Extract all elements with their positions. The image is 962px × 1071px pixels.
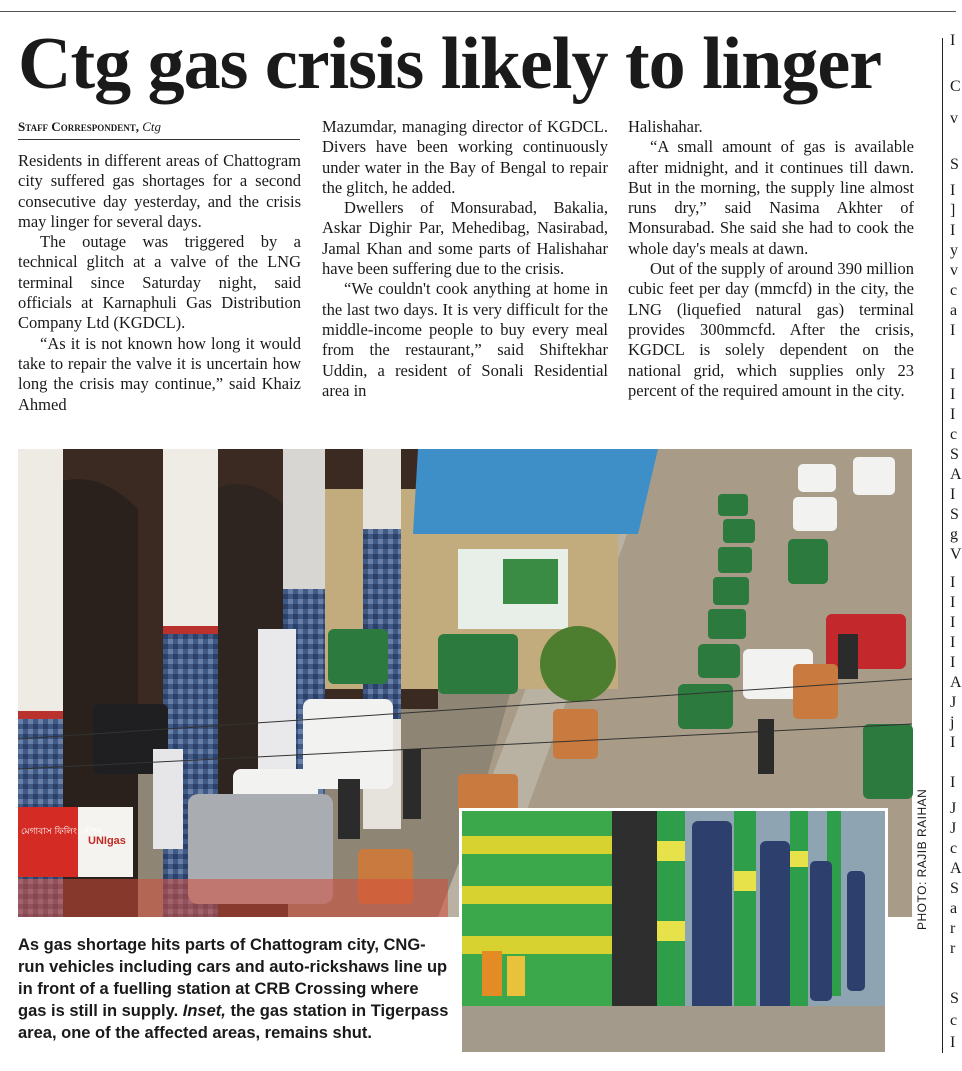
closed-gas-station-image <box>462 811 885 1052</box>
adjacent-letter: I <box>950 486 956 503</box>
column-divider <box>942 38 943 1053</box>
adjacent-letter: I <box>950 614 956 631</box>
caption-part-2: the gas station in Tigerpass area, one of the affected areas, remains shut. <box>18 1002 449 1042</box>
paragraph: Halishahar. <box>628 117 703 136</box>
adjacent-letter: I <box>950 322 956 339</box>
photo-caption <box>18 934 450 1044</box>
adjacent-letter: J <box>950 694 957 711</box>
byline <box>18 119 300 140</box>
inset-photo <box>459 808 888 1055</box>
adjacent-letter: I <box>950 1034 956 1051</box>
adjacent-letter: c <box>950 1012 958 1029</box>
adjacent-letter: J <box>950 820 957 837</box>
adjacent-letter: A <box>950 674 962 691</box>
photo-credit: PHOTO: RAJIB RAIHAN <box>915 788 929 930</box>
paragraph: Out of the supply of around 390 million cubic feet per day (mmcfd) in the city, the LNG (liquefied natural gas) terminal provides 300mmcfd. After the crisis, KGDCL is solely dependent on the national grid, which supplies only 23 percent of the required amount in the city. <box>628 259 914 400</box>
adjacent-letter: g <box>950 526 958 543</box>
adjacent-letter: S <box>950 446 959 463</box>
adjacent-letter: S <box>950 506 959 523</box>
article-column-1 <box>18 151 301 415</box>
paragraph: Dwellers of Monsurabad, Bakalia, Askar Dighir Par, Mehedibag, Nasirabad, Jamal Khan and some parts of Halishahar have been suffering due to the crisis. <box>322 198 608 279</box>
adjacent-letter: I <box>950 774 956 791</box>
byline-place: Ctg <box>142 119 162 134</box>
adjacent-letter: c <box>950 426 958 443</box>
adjacent-letter: A <box>950 860 962 877</box>
adjacent-letter: I <box>950 366 956 383</box>
headline: Ctg gas crisis likely to linger <box>18 23 882 105</box>
adjacent-letter: v <box>950 110 958 127</box>
adjacent-letter: a <box>950 900 958 917</box>
paragraph: “We couldn't cook anything at home in the last two days. It is very difficult for the middle-income people to buy every meal from the restaurant,” said Shiftekhar Uddin, a resident of Sonali Residential area in <box>322 279 608 400</box>
adjacent-letter: S <box>950 990 959 1007</box>
paragraph: “As it is not known how long it would take to repair the valve it is uncertain how long the crisis may continue,” said Khaiz Ahmed <box>18 333 301 414</box>
sign-uni-text: UNIgas <box>88 835 126 847</box>
article-column-2 <box>322 117 608 401</box>
article-column-3 <box>628 117 914 401</box>
paragraph: The outage was triggered by a technical glitch at a valve of the LNG terminal since Saturday night, said officials at Karnaphuli Gas Distribution Company Ltd (KGDCL). <box>18 232 301 333</box>
paragraph: Mazumdar, managing director of KGDCL. Divers have been working continuously under water in the Bay of Bengal to repair the glitch, he added. <box>322 117 608 197</box>
adjacent-letter: J <box>950 800 957 817</box>
adjacent-letter: I <box>950 32 956 49</box>
adjacent-letter: I <box>950 182 956 199</box>
adjacent-letter: I <box>950 594 956 611</box>
adjacent-letter: j <box>950 714 955 731</box>
adjacent-letter: I <box>950 406 956 423</box>
adjacent-letter: I <box>950 654 956 671</box>
caption-inset-word: Inset, <box>182 1002 226 1020</box>
sign-bangla-text: মেগাবাস ফিলিং স্টেশন <box>21 827 103 837</box>
adjacent-letter: r <box>950 920 956 937</box>
adjacent-letter: I <box>950 574 956 591</box>
adjacent-letter: V <box>950 546 962 563</box>
adjacent-letter: a <box>950 302 958 319</box>
adjacent-letter: I <box>950 734 956 751</box>
adjacent-letter: I <box>950 634 956 651</box>
adjacent-letter: y <box>950 242 958 259</box>
adjacent-letter: A <box>950 466 962 483</box>
adjacent-letter: C <box>950 78 961 95</box>
adjacent-letter: S <box>950 156 959 173</box>
adjacent-letter: ] <box>950 202 956 219</box>
adjacent-letter: I <box>950 222 956 239</box>
paragraph: Residents in different areas of Chattogram city suffered gas shortages for a second consecutive day yesterday, and the crisis may linger for several days. <box>18 151 301 231</box>
adjacent-letter: I <box>950 386 956 403</box>
top-rule <box>0 11 956 12</box>
adjacent-letter: S <box>950 880 959 897</box>
paragraph: “A small amount of gas is available after midnight, and it continues till dawn. But in the morning, the supply line almost runs dry,” said Nasima Akhter of Monsurabad. She said she had to cook the whole day's meals at dawn. <box>628 137 914 258</box>
adjacent-letter: r <box>950 940 956 957</box>
caption-part-1: As gas shortage hits parts of Chattogram city, CNG-run vehicles including cars and auto-rickshaws line up in front of a fuelling station at CRB Crossing where gas is still in supply. <box>18 936 448 1020</box>
byline-name: Staff Correspondent, <box>18 119 139 134</box>
adjacent-letter: c <box>950 282 958 299</box>
adjacent-letter: v <box>950 262 958 279</box>
adjacent-letter: c <box>950 840 958 857</box>
